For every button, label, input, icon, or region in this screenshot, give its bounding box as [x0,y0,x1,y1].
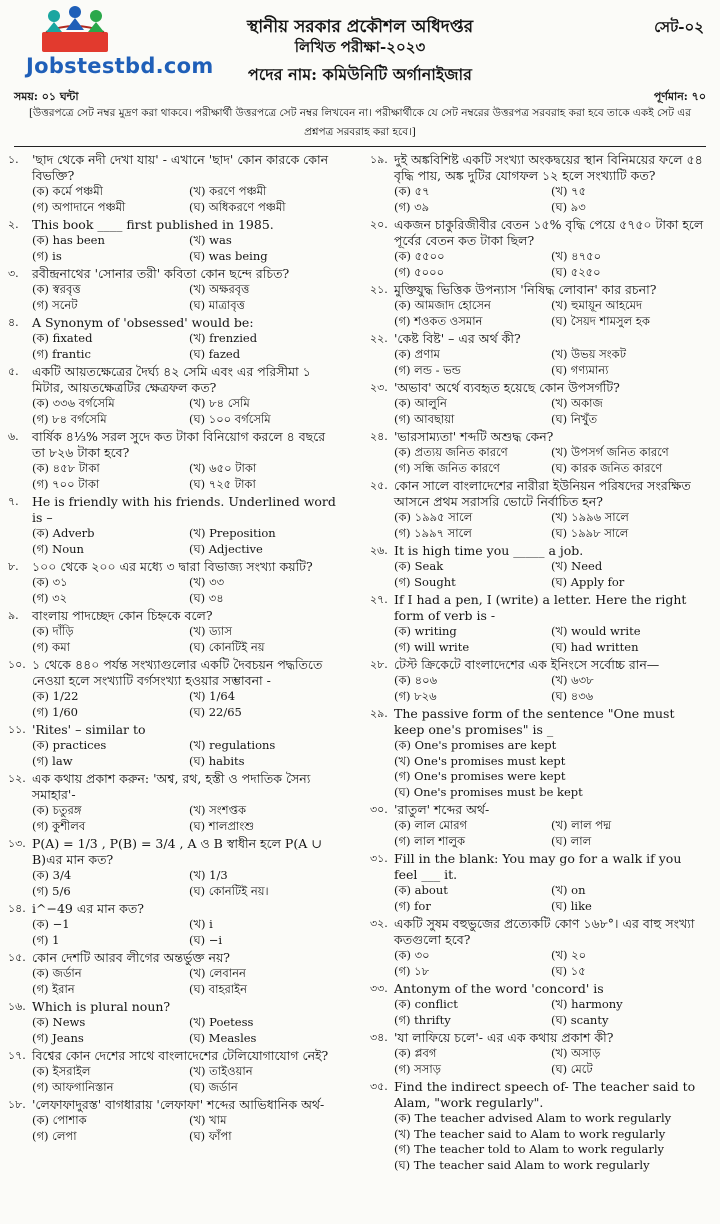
answer-option: (গ) শওকত ওসমান [394,313,483,328]
question-number: ১৯. [370,153,388,166]
answer-option: (গ) will write [394,639,470,654]
question-text: 'লেফাফাদুরস্ত' বাগধারায় 'লেফাফা' শব্দের আভিধানিক অর্থ- [32,1097,325,1112]
answer-option: (গ) for [394,898,431,913]
header-divider [14,146,706,147]
answer-option: (খ) 1/64 [189,689,236,703]
answer-option: (খ) উপসর্গ জনিত কারণে [551,445,669,459]
question-number: ৩. [8,267,19,280]
answer-option: (ক) ৫৭ [394,184,430,198]
answer-option: (ঘ) গণ্যমান্য [551,362,609,377]
answer-option: (খ) The teacher said to Alam to work regularly [394,1126,666,1141]
answer-option: (গ) ৫০০০ [394,264,445,279]
option-grid [394,298,704,329]
answer-option: (গ) লেপা [32,1128,77,1143]
answer-option: (ক) 1/22 [32,689,79,703]
answer-option: (ঘ) 22/65 [189,704,242,719]
question-number: ১০. [8,658,26,671]
question-item [370,916,704,979]
answer-option: (গ) The teacher told to Alam to work regularly [394,1142,664,1156]
answer-option: (ক) about [394,883,448,897]
answer-option: (ক) News [32,1015,86,1029]
answer-option: (গ) thrifty [394,1012,451,1027]
question-number: ২২. [370,332,388,345]
answer-option: (ক) কর্মে পঞ্চমী [32,184,103,198]
answer-option: (গ) লাল শালুক [394,833,466,848]
question-item [8,315,342,362]
answer-option: (ক) ইসরাইল [32,1064,91,1078]
set-number: সেট-০২ [654,18,704,36]
answer-option: (ক) ৩০ [394,948,430,962]
answer-option: (খ) অকাজ [551,396,603,410]
option-grid [32,1064,342,1095]
question-number: ১৮. [8,1098,26,1111]
question-number: ২. [8,218,19,231]
question-number: ১৫. [8,951,26,964]
question-item [8,266,342,313]
answer-option: (ঘ) সৈয়দ শামসুল হক [551,313,650,328]
answer-option: (খ) ৮৪ সেমি [189,396,250,410]
question-text: বাংলায় পাদচ্ছেদ কোন চিহ্নকে বলে? [32,608,213,623]
question-number: ১৬. [8,1000,26,1013]
question-item [370,429,704,476]
answer-option: (ক) practices [32,738,107,752]
answer-option: (খ) ১৯৯৬ সালে [551,510,629,524]
question-text: Which is plural noun? [32,999,171,1014]
question-item [8,559,342,606]
answer-option: (গ) Noun [32,541,84,556]
question-number: ৪. [8,316,19,329]
question-item [370,478,704,541]
answer-option: (গ) অপাদানে পঞ্চমী [32,199,126,214]
answer-option: (ক) ৩১ [32,575,68,589]
option-grid [32,396,342,427]
question-text: 'যা লাফিয়ে চলে'- এর এক কথায় প্রকাশ কী? [394,1030,614,1045]
option-grid [394,396,704,427]
answer-option: (ক) ৫৫০০ [394,249,445,263]
answer-option: (ক) ৪০৬ [394,673,438,687]
question-number: ৩৪. [370,1031,388,1044]
option-grid [32,966,342,997]
answer-option: (খ) on [551,883,586,897]
option-grid [32,282,342,313]
answer-option: (ঘ) was being [189,248,268,263]
answer-option: (ক) ৩৩৬ বর্গসেমি [32,396,115,410]
answer-option: (ঘ) Measles [189,1030,257,1045]
answer-option: (খ) Poetess [189,1015,254,1029]
option-grid [32,184,342,215]
question-text: P(A) = 1/3 , P(B) = 3/4 , A ও B স্বাধীন হলে P(A ∪ B)এর মান কত? [32,836,322,867]
question-number: ৮. [8,560,19,573]
answer-option: (গ) আবছায়া [394,411,455,426]
option-grid [394,883,704,914]
answer-option: (গ) সন্ধি জনিত কারণে [394,460,500,475]
question-item [8,722,342,769]
answer-option: (ক) Seak [394,559,444,573]
answer-option: (ঘ) কোনটিই নয় [189,639,265,654]
answer-option: (ঘ) Adjective [189,541,263,556]
question-item [8,771,342,834]
answer-option: (ঘ) −i [189,932,223,947]
answer-option: (ক) The teacher advised Alam to work regularly [394,1111,672,1125]
answer-option: (গ) law [32,753,73,768]
answer-option: (খ) ৭৫ [551,184,587,198]
question-item [8,836,342,899]
answer-option: (গ) Sought [394,574,456,589]
question-number: ৩৫. [370,1080,388,1093]
option-grid [32,575,342,606]
question-item [370,592,704,655]
answer-option: (গ) ৮৪ বর্গসেমি [32,411,107,426]
answer-option: (ঘ) ৭২৫ টাকা [189,476,256,491]
answer-option: (ঘ) scanty [551,1012,609,1027]
answer-option: (খ) তাইওয়ান [189,1064,253,1078]
answer-option: (ক) −1 [32,917,70,931]
answer-option: (ঘ) কোনটিই নয়। [189,883,269,898]
answer-option: (ঘ) had written [551,639,639,654]
answer-option: (ক) Adverb [32,526,95,540]
question-text: রবীন্দ্রনাথের 'সোনার তরী' কবিতা কোন ছন্দে রচিত? [32,266,290,281]
question-number: ৬. [8,430,19,443]
option-grid [394,738,704,800]
question-item [8,152,342,215]
question-text: He is friendly with his friends. Underlined word is – [32,494,336,525]
question-number: ৫. [8,365,19,378]
question-item [370,217,704,280]
answer-option: (ক) ১৯৯৫ সালে [394,510,473,524]
question-item [370,851,704,914]
answer-option: (খ) was [189,233,232,247]
answer-option: (গ) 5/6 [32,883,71,898]
answer-option: (ক) One's promises are kept [394,738,557,752]
answer-option: (খ) লেবানন [189,966,246,980]
answer-option: (খ) i [189,917,213,931]
option-grid [394,673,704,704]
question-text: 'Rites' – similar to [32,722,146,737]
answer-option: (গ) is [32,248,62,263]
exam-duration: সময়: ০১ ঘন্টা [14,90,79,103]
answer-option: (ঘ) লাল [551,833,592,848]
question-item [370,152,704,215]
answer-option: (খ) খাম [189,1113,227,1127]
site-brand: Jobstestbd.com [26,54,214,78]
answer-option: (ঘ) ৩৪ [189,590,224,605]
question-item [8,999,342,1046]
answer-option: (ঘ) Apply for [551,574,625,589]
answer-option: (গ) ৩২ [32,590,68,605]
question-text: একটি আয়তক্ষেত্রের দৈর্ঘ্য ৪২ সেমি এবং এর পরিসীমা ১ মিটার, আয়তক্ষেত্রটির ক্ষেত্রফল কত? [32,364,311,395]
answer-option: (গ) ৩৯ [394,199,430,214]
question-number: ৯. [8,609,19,622]
answer-option: (ঘ) মাত্রাবৃত্ত [189,297,245,312]
question-column-right [370,152,704,1175]
answer-option: (খ) উভয় সংকট [551,347,626,361]
question-item [8,1048,342,1095]
question-number: ২৪. [370,430,388,443]
question-number: ২০. [370,218,388,231]
answer-option: (খ) হুমায়ূন আহমেদ [551,298,643,312]
question-number: ১. [8,153,19,166]
question-text: The passive form of the sentence "One must keep one's promises" is _ [394,706,675,737]
question-text: 'কেষ্ট বিষ্ট' – এর অর্থ কী? [394,331,521,346]
answer-option: (ঘ) One's promises must be kept [394,784,583,799]
answer-option: (ঘ) ১৫ [551,963,586,978]
question-number: ১৩. [8,837,26,850]
answer-option: (খ) সংশপ্তক [189,803,247,817]
answer-option: (গ) সসাড় [394,1061,441,1076]
answer-option: (ক) conflict [394,997,458,1011]
answer-option: (ক) 3/4 [32,868,72,882]
option-grid [32,331,342,362]
answer-option: (ক) পোশাক [32,1113,87,1127]
question-text: 'ছাদ থেকে নদী দেখা যায়' - এখানে 'ছাদ' কোন কারকে কোন বিভক্তি? [32,152,329,183]
answer-option: (ক) দাঁড়ি [32,624,74,638]
answer-option: (ঘ) The teacher said Alam to work regularly [394,1157,650,1172]
answer-option: (খ) 1/3 [189,868,228,882]
question-item [8,364,342,427]
option-grid [32,624,342,655]
option-grid [394,184,704,215]
question-item [8,657,342,720]
answer-option: (ঘ) ৪৩৬ [551,688,594,703]
question-text: It is high time you _____ a job. [394,543,584,558]
question-text: বার্ষিক ৪⅓% সরল সুদে কত টাকা বিনিয়োগ করলে ৪ বছরে তা ৮২৬ টাকা হবে? [32,429,326,460]
answer-option: (ক) চতুরঙ্গ [32,803,82,817]
exam-title: লিখিত পরীক্ষা-২০২৩ [294,38,426,56]
question-item [370,543,704,590]
option-grid [32,738,342,769]
answer-option: (খ) would write [551,624,641,638]
question-item [370,380,704,427]
question-number: ৭. [8,495,19,508]
answer-option: (ক) প্রত্যয় জনিত কারণে [394,445,508,459]
question-number: ২৩. [370,381,388,394]
option-grid [394,997,704,1028]
question-text: This book ____ first published in 1985. [32,217,274,232]
option-grid [394,1111,704,1173]
answer-option: (ঘ) ১৯৯৮ সালে [551,525,629,540]
answer-option: (ঘ) জর্ডান [189,1079,238,1094]
answer-option: (ঘ) habits [189,753,245,768]
answer-option: (গ) 1/60 [32,704,78,719]
answer-option: (খ) অক্ষরবৃত্ত [189,282,250,296]
question-number: ২৯. [370,707,388,720]
answer-option: (ক) লাল মোরগ [394,818,468,832]
question-number: ১৭. [8,1049,26,1062]
question-number: ৩৩. [370,982,388,995]
option-grid [394,948,704,979]
option-grid [32,1113,342,1144]
answer-option: (ক) আলুনি [394,396,447,410]
question-text: ১০০ থেকে ২০০ এর মধ্যে ৩ দ্বারা বিভাজ্য সংখ্যা কয়টি? [32,559,313,574]
answer-option: (খ) regulations [189,738,276,752]
answer-option: (ঘ) নিখুঁত [551,411,598,426]
question-number: ৩০. [370,803,388,816]
option-grid [32,917,342,948]
answer-option: (ঘ) ৯৩ [551,199,586,214]
answer-option: (ক) প্রণাম [394,347,440,361]
question-text: A Synonym of 'obsessed' would be: [32,315,254,330]
answer-option: (ক) আমজাদ হোসেন [394,298,491,312]
answer-option: (ঘ) বাহরাইন [189,981,248,996]
answer-option: (খ) লাল পদ্ম [551,818,612,832]
question-item [370,1079,704,1173]
answer-option: (খ) ৪৭৫০ [551,249,602,263]
option-grid [394,510,704,541]
question-text: কোন সালে বাংলাদেশের নারীরা ইউনিয়ন পরিষদের সংরক্ষিত আসনে প্রথম সরাসরি ভোটে নির্বাচিত হন? [394,478,691,509]
answer-option: (গ) 1 [32,932,60,947]
answer-option: (গ) কমা [32,639,70,654]
answer-option: (গ) ৮২৬ [394,688,437,703]
question-number: ২৮. [370,658,388,671]
answer-option: (খ) One's promises must kept [394,753,566,768]
full-marks: পূর্ণমান: ৭০ [653,90,706,103]
question-column-left [8,152,342,1146]
option-grid [394,249,704,280]
answer-option: (ক) has been [32,233,105,247]
answer-option: (খ) অসাড় [551,1046,601,1060]
option-grid [394,818,704,849]
question-number: ২৭. [370,593,388,606]
question-item [8,950,342,997]
answer-option: (গ) আফগানিস্তান [32,1079,114,1094]
option-grid [32,461,342,492]
question-number: ২১. [370,283,388,296]
question-text: 'রাতুল' শব্দের অর্থ- [394,802,490,817]
question-item [8,901,342,948]
question-text: একটি সুষম বহুভুজের প্রত্যেকটি কোণ ১৬৮°। এর বাহু সংখ্যা কতগুলো হবে? [394,916,695,947]
question-item [370,331,704,378]
answer-option: (খ) ৬৫০ টাকা [189,461,257,475]
question-text: একজন চাকুরিজীবীর বেতন ১৫% বৃদ্ধি পেয়ে ৫৭৫০ টাকা হলে পূর্বের বেতন কত টাকা ছিল? [394,217,704,248]
answer-option: (খ) ৩৩ [189,575,225,589]
answer-option: (খ) ৬৩৮ [551,673,594,687]
answer-option: (গ) লন্ড - ভন্ড [394,362,461,377]
question-item [370,802,704,849]
answer-option: (ঘ) কারক জনিত কারণে [551,460,663,475]
question-text: কোন দেশটি আরব লীগের অন্তর্ভুক্ত নয়? [32,950,231,965]
option-grid [32,689,342,720]
question-text: i^−49 এর মান কত? [32,901,145,916]
answer-option: (গ) frantic [32,346,91,361]
question-text: বিশ্বের কোন দেশের সাথে বাংলাদেশের টেলিযোগাযোগ নেই? [32,1048,329,1063]
question-number: ১৪. [8,902,26,915]
question-text: Fill in the blank: You may go for a walk if you feel ___ it. [394,851,682,882]
question-item [370,981,704,1028]
answer-option: (খ) Need [551,559,603,573]
question-item [370,706,704,800]
question-text: দুই অঙ্কবিশিষ্ট একটি সংখ্যা অংকদ্বয়ের স্থান বিনিময়ের ফলে ৫৪ বৃদ্ধি পায়, অঙ্ক দুটির যোগফল ১২ হলে সংখ্যাটি কত? [394,152,703,183]
answer-option: (গ) সনেট [32,297,78,312]
question-text: এক কথায় প্রকাশ করুন: 'অশ্ব, রথ, হস্তী ও পদাতিক সৈন্য সমাহার'- [32,771,311,802]
answer-option: (ক) fixated [32,331,93,345]
answer-option: (ক) স্বরবৃত্ত [32,282,81,296]
option-grid [394,559,704,590]
answer-option: (ঘ) মেটে [551,1061,593,1076]
question-number: ৩২. [370,917,388,930]
question-number: ১২. [8,772,26,785]
question-text: 'ভারসাম্যতা' শব্দটি অশুদ্ধ কেন? [394,429,554,444]
question-number: ৩১. [370,852,388,865]
answer-option: (ঘ) ১০০ বর্গসেমি [189,411,271,426]
option-grid [394,1046,704,1077]
question-text: 'অভাব' অর্থে ব্যবহৃত হয়েছে কোন উপসর্গটি? [394,380,620,395]
answer-option: (ঘ) ৫২৫০ [551,264,601,279]
answer-option: (খ) ড্যাস [189,624,232,638]
option-grid [32,868,342,899]
answer-option: (ক) জর্ডান [32,966,82,980]
answer-option: (ক) ৪৫৮ টাকা [32,461,100,475]
answer-option: (ঘ) fazed [189,346,241,361]
question-item [8,1097,342,1144]
answer-option: (খ) frenzied [189,331,258,345]
option-grid [32,233,342,264]
answer-option: (ঘ) অধিকরণে পঞ্চমী [189,199,286,214]
question-number: ২৫. [370,479,388,492]
question-text: If I had a pen, I (write) a letter. Here the right form of verb is - [394,592,687,623]
answer-option: (ঘ) ফাঁপা [189,1128,232,1143]
org-title: স্থানীয় সরকার প্রকৌশল অধিদপ্তর [246,17,474,37]
answer-option: (গ) One's promises were kept [394,769,566,783]
question-number: ১১. [8,723,26,736]
option-grid [32,1015,342,1046]
question-text: ১ থেকে ৪৪০ পর্যন্ত সংখ্যাগুলোর একটি দৈবচয়ন পদ্ধতিতে নেওয়া হলে সংখ্যাটি বর্গসংখ্যা হওয়ার সম্ভাবনা - [32,657,323,688]
answer-option: (ক) প্লবগ [394,1046,437,1060]
answer-option: (গ) Jeans [32,1030,84,1045]
answer-option: (ঘ) like [551,898,592,913]
option-grid [32,526,342,557]
answer-option: (গ) ১৯৯৭ সালে [394,525,472,540]
answer-option: (খ) Preposition [189,526,276,540]
question-item [8,217,342,264]
instructions: [উত্তরপত্রে সেট নম্বর মুদ্রণ করা থাকবে। পরীক্ষার্থী উত্তরপত্রে সেট নম্বর লিখবেন না। পরীক্ষার্থীকে যে সেট নম্বরের উত্তরপত্র সরবরাহ করা হবে তাকে একই সেট এর প্রশ্নপত্র সরবরাহ করা হবে।] [28,107,692,138]
question-text: Antonym of the word 'concord' is [394,981,604,996]
answer-option: (গ) ৭০০ টাকা [32,476,100,491]
answer-option: (খ) harmony [551,997,623,1011]
question-item [8,494,342,557]
answer-option: (গ) ১৮ [394,963,430,978]
answer-option: (গ) কুশীলব [32,818,86,833]
answer-option: (গ) ইরান [32,981,75,996]
question-item [8,429,342,492]
question-text: Find the indirect speech of- The teacher said to Alam, "work regularly". [394,1079,696,1110]
question-item [370,282,704,329]
question-text: মুক্তিযুদ্ধ ভিত্তিক উপন্যাস 'নিষিদ্ধ লোবান' কার রচনা? [394,282,657,297]
answer-option: (ক) writing [394,624,457,638]
question-item [370,657,704,704]
option-grid [394,347,704,378]
answer-option: (খ) ২০ [551,948,587,962]
question-text: টেস্ট ক্রিকেটে বাংলাদেশের এক ইনিংসে সর্বোচ্চ রান— [394,657,660,672]
option-grid [394,624,704,655]
option-grid [32,803,342,834]
post-title: পদের নাম: কমিউনিটি অর্গানাইজার [248,65,472,84]
answer-option: (খ) করণে পঞ্চমী [189,184,267,198]
question-item [370,1030,704,1077]
question-number: ২৬. [370,544,388,557]
answer-option: (ঘ) শালপ্রাংশু [189,818,255,833]
option-grid [394,445,704,476]
question-item [8,608,342,655]
